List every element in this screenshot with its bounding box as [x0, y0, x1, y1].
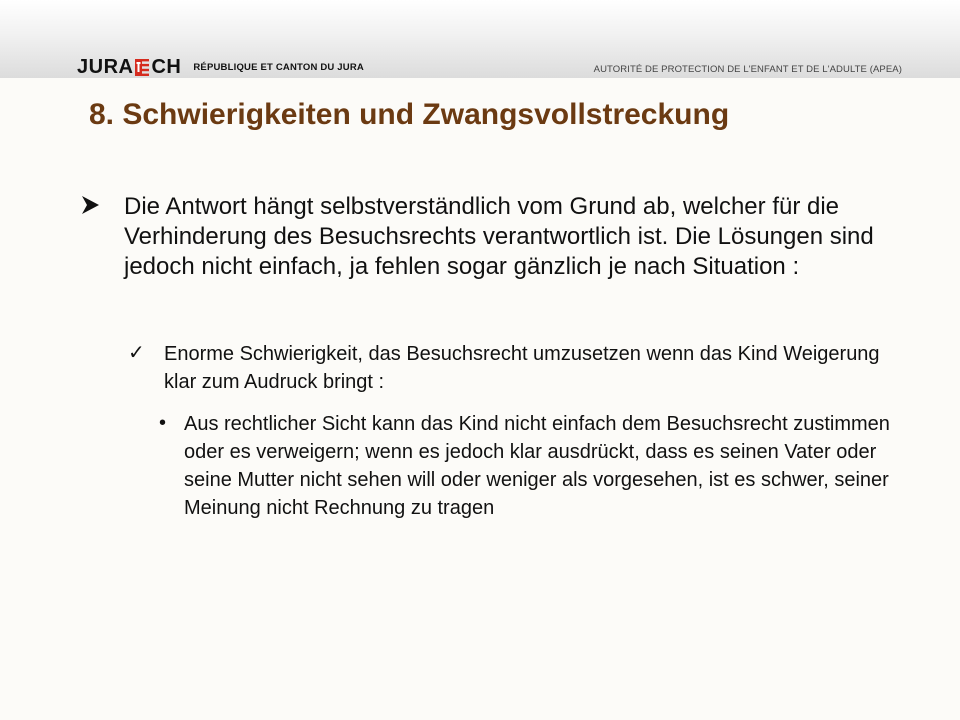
- header-bar: [0, 0, 960, 78]
- slide-title: 8. Schwierigkeiten und Zwangsvollstreckung: [89, 98, 730, 131]
- logo-subtitle: RÉPUBLIQUE ET CANTON DU JURA: [193, 61, 364, 73]
- jura-logo: [77, 56, 364, 78]
- dot-bullet-icon: •: [159, 412, 167, 434]
- authority-name: AUTORITÉ DE PROTECTION DE L'ENFANT ET DE L'ADULTE (APEA): [593, 64, 902, 75]
- jura-flag-icon: [135, 59, 149, 76]
- logo-left-text: JURA: [77, 56, 134, 78]
- bullet-level-1: Die Antwort hängt selbstverständlich vom Grund ab, welcher für die Verhinderung des Besuchsrechts verantwortlich ist. Die Lösungen sind jedoch nicht einfach, ja fehlen sogar gänzlich je nach Situation :: [124, 193, 874, 280]
- checkmark-icon: ✓: [128, 342, 145, 364]
- arrow-bullet-icon: [79, 194, 101, 216]
- logo-right-text: CH: [151, 56, 182, 78]
- bullet-level-2: Enorme Schwierigkeit, das Besuchsrecht umzusetzen wenn das Kind Weigerung klar zum Audruck bringt :: [164, 343, 880, 393]
- bullet-level-3: Aus rechtlicher Sicht kann das Kind nicht einfach dem Besuchsrecht zustimmen oder es verweigern; wenn es jedoch klar ausdrückt, dass es seinen Vater oder seine Mutter nicht sehen will oder weniger als vorgesehen, ist es schwer, seiner Meinung nicht Rechnung zu tragen: [184, 413, 890, 519]
